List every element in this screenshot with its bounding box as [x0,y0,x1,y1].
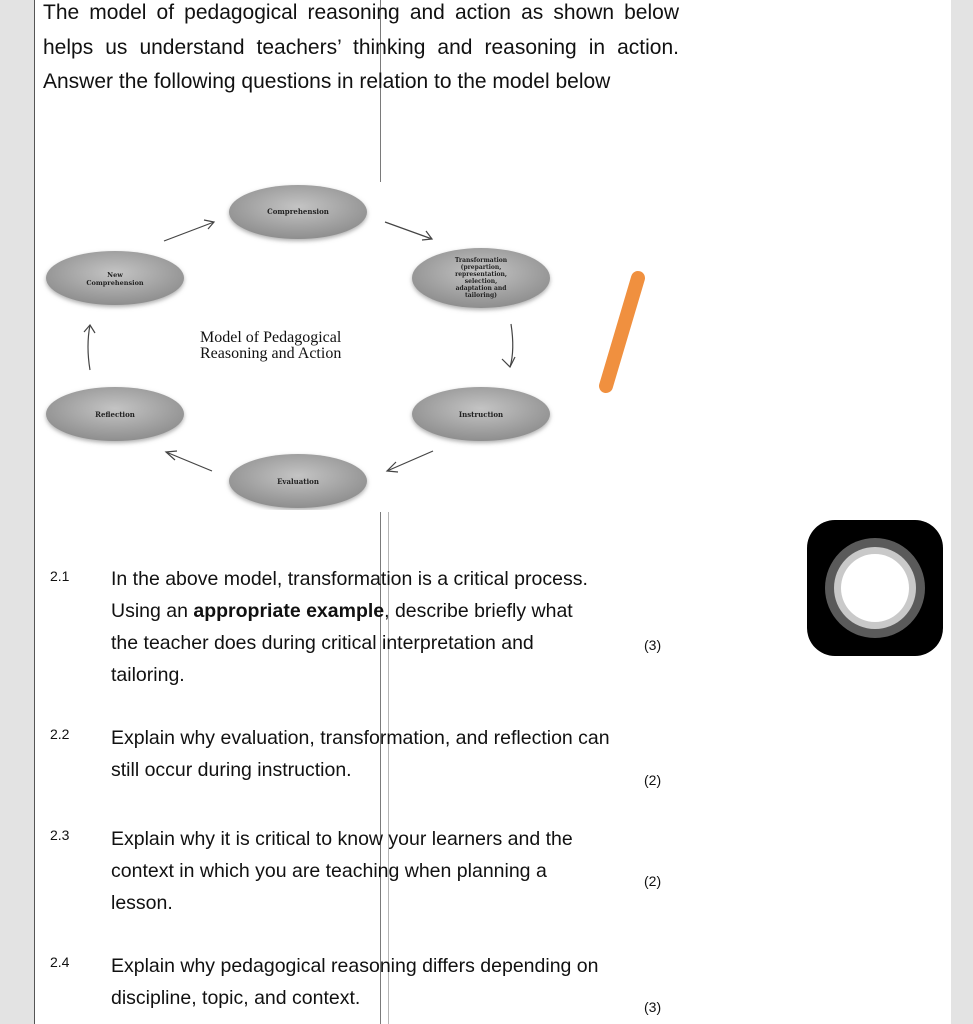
question-2-1-text-bold: appropriate example [193,600,385,622]
question-2-2-text: Explain why evaluation, transformation, and reflection can still occur during instruction. [111,727,610,781]
node-comprehension [229,185,367,239]
question-2-1-text [111,563,591,691]
node-transformation-line-5: adaptation and [455,285,507,292]
question-2-4-text: Explain why pedagogical reasoning differs depending on discipline, topic, and context. [111,955,599,1009]
orange-annotation-stroke [592,268,652,398]
question-2-1-text-end: , describe briefly what the teacher does during critical interpretation and tailoring. [111,600,573,686]
node-reflection [46,387,184,441]
question-2-2-marks: (2) [644,772,662,788]
node-transformation-line-1: Transformation [454,257,508,264]
intro-paragraph: The model of pedagogical reasoning and action as shown below helps us understand teachers’ thinking and reasoning in action. Answer the following questions in relation to the model below [43,1,679,93]
node-new-comprehension-line-2: Comprehension [86,279,144,287]
arrow-comprehension-to-transformation [385,222,432,240]
node-transformation-line-2: (prepartion, [460,264,502,271]
question-2-4-marks: (3) [644,999,662,1015]
node-new-comprehension-line-1: New [107,271,123,279]
node-transformation-line-4: selection, [464,278,498,285]
question-2-4-number: 2.4 [50,954,70,970]
arrow-instruction-to-evaluation [387,451,433,472]
question-2-3-marks: (2) [644,873,662,889]
node-reflection-label: Reflection [95,410,135,419]
node-evaluation [229,454,367,508]
node-instruction-label: Instruction [458,410,504,419]
assistive-touch-center [841,554,909,622]
question-2-2-number: 2.2 [50,726,70,742]
assistive-touch-ring [834,547,916,629]
arrow-transformation-to-instruction [502,324,515,367]
question-2-1-marks: (3) [644,637,662,653]
question-2-3-number: 2.3 [50,827,70,843]
arrow-new-comprehension-to-comprehension [164,220,214,241]
node-comprehension-label: Comprehension [267,207,329,216]
assistive-touch-icon [825,538,925,638]
diagram-title-line-2: Reasoning and Action [200,345,342,362]
question-2-1-number: 2.1 [50,568,70,584]
diagram-title-line-1: Model of Pedagogical [200,329,342,346]
question-2-3-text: Explain why it is critical to know your learners and the context in which you are teaching when planning a lesson. [111,828,573,914]
node-instruction [412,387,550,441]
question-2-1-text-start: In the above model, transformation is a critical process. Using an [111,568,588,622]
node-new-comprehension [46,251,184,305]
arrow-evaluation-to-reflection [166,451,212,471]
node-evaluation-label: Evaluation [277,477,319,486]
arrow-reflection-to-new-comprehension [84,325,95,370]
node-transformation-line-6: tailoring) [464,292,498,299]
assistive-touch-button[interactable] [807,520,943,656]
node-transformation [412,248,550,308]
diagram-title [200,330,415,362]
node-transformation-line-3: representation, [455,271,507,278]
